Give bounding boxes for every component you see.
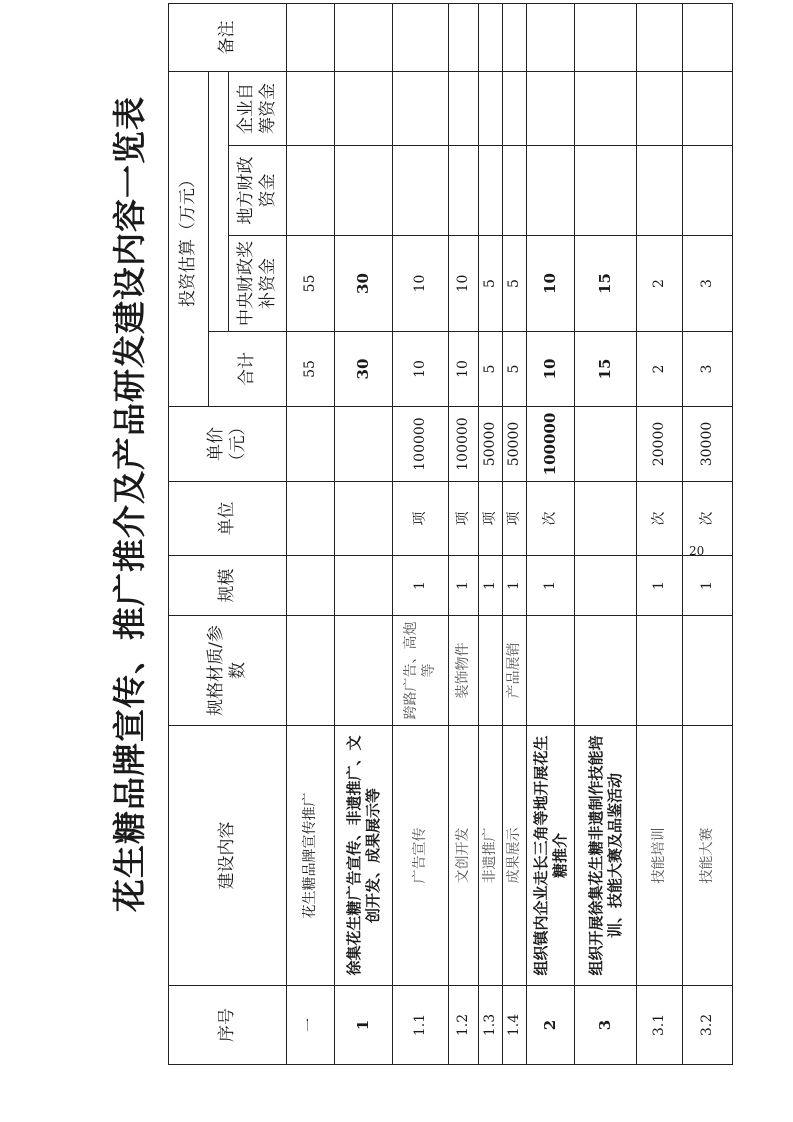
cell-local xyxy=(287,146,335,236)
cell-total: 10 xyxy=(449,332,479,407)
header-self: 企业自筹资金 xyxy=(229,72,287,146)
cell-local xyxy=(527,146,575,236)
cell-central: 5 xyxy=(479,236,503,332)
cell-price: 50000 xyxy=(479,407,503,482)
cell-unit xyxy=(575,482,637,556)
cell-price: 30000 xyxy=(683,407,733,482)
cell-central: 30 xyxy=(335,236,393,332)
header-local: 地方财政资金 xyxy=(229,146,287,236)
header-investment: 投资估算（万元） xyxy=(169,72,209,407)
cell-remark xyxy=(287,4,335,72)
cell-total: 2 xyxy=(637,332,683,407)
cell-spec: 装饰物件 xyxy=(449,616,479,726)
cell-remark xyxy=(683,4,733,72)
header-funding-spacer xyxy=(209,72,229,332)
cell-no: 1 xyxy=(335,986,393,1065)
cell-content: 组织镇内企业走长三角等地开展花生糖推介 xyxy=(527,726,575,986)
header-unit: 单位 xyxy=(169,482,287,556)
cell-unit: 项 xyxy=(479,482,503,556)
cell-spec xyxy=(287,616,335,726)
header-content: 建设内容 xyxy=(169,726,287,986)
cell-central: 10 xyxy=(449,236,479,332)
cell-central: 3 xyxy=(683,236,733,332)
cell-price: 50000 xyxy=(503,407,527,482)
cell-no: 3.2 xyxy=(683,986,733,1065)
cell-content: 技能培训 xyxy=(637,726,683,986)
cell-scale: 1 xyxy=(683,556,733,616)
cell-central: 5 xyxy=(503,236,527,332)
table-row xyxy=(637,4,683,1065)
cell-central: 10 xyxy=(527,236,575,332)
cell-price xyxy=(287,407,335,482)
cell-remark xyxy=(393,4,449,72)
cell-unit: 次 xyxy=(527,482,575,556)
cell-unit xyxy=(287,482,335,556)
cell-scale: 1 xyxy=(479,556,503,616)
cell-total: 10 xyxy=(393,332,449,407)
cell-self xyxy=(287,72,335,146)
table-row xyxy=(335,4,393,1065)
cell-spec xyxy=(575,616,637,726)
cell-spec xyxy=(527,616,575,726)
cell-remark xyxy=(449,4,479,72)
table-row xyxy=(503,4,527,1065)
cell-unit: 项 xyxy=(393,482,449,556)
cell-remark xyxy=(527,4,575,72)
cell-no: 3.1 xyxy=(637,986,683,1065)
cell-unit xyxy=(335,482,393,556)
cell-scale: 1 xyxy=(637,556,683,616)
header-central: 中央财政奖补资金 xyxy=(229,236,287,332)
cell-local xyxy=(335,146,393,236)
cell-local xyxy=(449,146,479,236)
cell-content: 非遗推广 xyxy=(479,726,503,986)
cell-local xyxy=(479,146,503,236)
header-scale: 规模 xyxy=(169,556,287,616)
cell-content: 技能大赛 xyxy=(683,726,733,986)
cell-no: 1.3 xyxy=(479,986,503,1065)
header-price: 单价 （元） xyxy=(169,407,287,482)
cell-self xyxy=(683,72,733,146)
cell-local xyxy=(393,146,449,236)
cell-unit: 项 xyxy=(503,482,527,556)
cell-price: 100000 xyxy=(527,407,575,482)
cell-self xyxy=(393,72,449,146)
cell-spec: 跨路广告、高炮等 xyxy=(393,616,449,726)
cell-scale xyxy=(575,556,637,616)
cell-no: 3 xyxy=(575,986,637,1065)
cell-spec xyxy=(335,616,393,726)
cell-no: 2 xyxy=(527,986,575,1065)
cell-scale: 1 xyxy=(503,556,527,616)
cell-total: 3 xyxy=(683,332,733,407)
cell-total: 55 xyxy=(287,332,335,407)
cell-scale: 1 xyxy=(527,556,575,616)
table-row xyxy=(575,4,637,1065)
document-title: 花生糖品牌宣传、推广推介及产品研发建设内容一览表 xyxy=(110,96,149,912)
cell-central: 2 xyxy=(637,236,683,332)
cell-self xyxy=(575,72,637,146)
cell-unit: 次 xyxy=(637,482,683,556)
cell-scale: 1 xyxy=(449,556,479,616)
cell-total: 30 xyxy=(335,332,393,407)
cell-local xyxy=(575,146,637,236)
cell-total: 15 xyxy=(575,332,637,407)
cell-self xyxy=(527,72,575,146)
page-number: 20 xyxy=(689,544,705,558)
cell-spec xyxy=(683,616,733,726)
header-remark: 备注 xyxy=(169,4,287,72)
cell-content: 成果展示 xyxy=(503,726,527,986)
cell-central: 15 xyxy=(575,236,637,332)
cell-total: 10 xyxy=(527,332,575,407)
cell-local xyxy=(637,146,683,236)
cell-central: 55 xyxy=(287,236,335,332)
cell-remark xyxy=(637,4,683,72)
cell-self xyxy=(335,72,393,146)
header-total: 合计 xyxy=(209,332,287,407)
cell-local xyxy=(683,146,733,236)
cell-content: 徐集花生糖广告宣传、非遗推广、文创开发、成果展示等 xyxy=(335,726,393,986)
cell-price xyxy=(575,407,637,482)
cell-scale xyxy=(335,556,393,616)
cell-no: 一 xyxy=(287,986,335,1065)
cell-content: 广告宣传 xyxy=(393,726,449,986)
cell-remark xyxy=(479,4,503,72)
cell-remark xyxy=(575,4,637,72)
cell-unit: 次 xyxy=(683,482,733,556)
cell-spec: 产品展销 xyxy=(503,616,527,726)
cell-unit: 项 xyxy=(449,482,479,556)
cell-no: 1.4 xyxy=(503,986,527,1065)
cell-content: 组织开展徐集花生糖非遗制作技能培训、技能大赛及品鉴活动 xyxy=(575,726,637,986)
table-row xyxy=(527,4,575,1065)
cell-self xyxy=(449,72,479,146)
cell-spec xyxy=(479,616,503,726)
cell-self xyxy=(637,72,683,146)
cell-scale xyxy=(287,556,335,616)
cell-scale: 1 xyxy=(393,556,449,616)
cell-no: 1.2 xyxy=(449,986,479,1065)
cell-self xyxy=(479,72,503,146)
header-spec: 规格材质/参数 xyxy=(169,616,287,726)
cell-total: 5 xyxy=(479,332,503,407)
cell-local xyxy=(503,146,527,236)
table-row xyxy=(287,4,335,1065)
table-row xyxy=(449,4,479,1065)
construction-content-table xyxy=(168,3,733,1065)
table-row xyxy=(479,4,503,1065)
cell-self xyxy=(503,72,527,146)
cell-no: 1.1 xyxy=(393,986,449,1065)
cell-total: 5 xyxy=(503,332,527,407)
header-no: 序号 xyxy=(169,986,287,1065)
cell-remark xyxy=(503,4,527,72)
cell-price: 20000 xyxy=(637,407,683,482)
cell-price: 100000 xyxy=(449,407,479,482)
cell-content: 文创开发 xyxy=(449,726,479,986)
cell-spec xyxy=(637,616,683,726)
table-row xyxy=(393,4,449,1065)
cell-content: 花生糖品牌宣传推广 xyxy=(287,726,335,986)
table-row xyxy=(683,4,733,1065)
cell-price: 100000 xyxy=(393,407,449,482)
cell-central: 10 xyxy=(393,236,449,332)
cell-price xyxy=(335,407,393,482)
cell-remark xyxy=(335,4,393,72)
